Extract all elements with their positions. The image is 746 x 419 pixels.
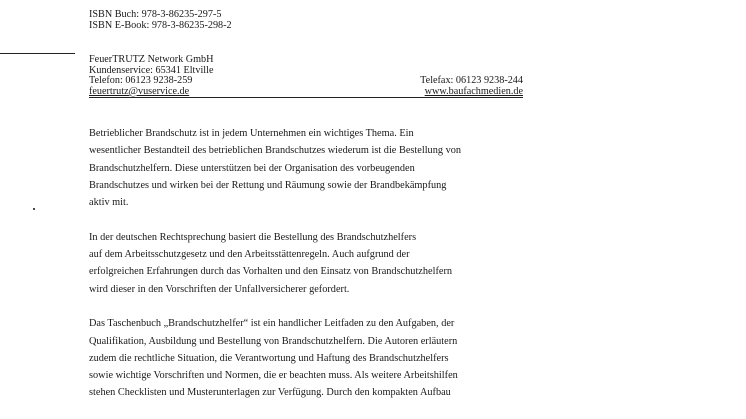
publisher-service: Kundenservice: 65341 Eltville [89,64,214,76]
text-line: In der deutschen Rechtsprechung basiert die Bestellung des Brandschutzhelfers [89,231,417,243]
text-line: Das Taschenbuch „Brandschutzhelfer“ ist ein handlicher Leitfaden zu den Aufgaben, der [89,318,455,330]
text-line: erfolgreichen Erfahrungen durch das Vorhalten und den Einsatz von Brandschutzhelfern [89,266,453,278]
margin-rule [0,53,75,54]
text-line: Betrieblicher Brandschutz ist in jedem Unternehmen ein wichtiges Thema. Ein [89,128,414,139]
text-line: Qualifikation, Ausbildung und Bestellung von Brandschutzhelfern. Die Autoren erläutern [89,335,458,347]
text-line: wesentlicher Bestandteil des betrieblichen Brandschutzes wiederum ist die Bestellung von [89,145,462,157]
text-line: stehen Checklisten und Musterunterlagen zur Verfügung. Durch den kompakten Aufbau [89,387,451,399]
text-line: Brandschutzhelfern. Diese unterstützen bei der Organisation des vorbeugenden [89,162,415,174]
publisher-fax: Telefax: 06123 9238-244 [420,75,523,87]
paragraph-2 [89,229,569,298]
isbn-book: ISBN Buch: 978-3-86235-297-5 [89,9,222,20]
text-line: zudem die rechtliche Situation, die Verantwortung und Haftung des Brandschutzhelfers [89,352,449,364]
publisher-block [89,55,523,98]
publisher-website-link[interactable]: www.baufachmedien.de [424,85,523,97]
text-line: auf dem Arbeitsschutzgesetz und den Arbeitsstättenregeln. Auch aufgrund der [89,249,410,261]
text-line: sowie wichtige Vorschriften und Normen, die er beachten muss. Als weitere Arbeitshilfen [89,370,458,382]
text-line: aktiv mit. [89,197,129,209]
paragraph-3 [89,315,569,401]
publisher-name: FeuerTRUTZ Network GmbH [89,54,214,65]
paragraph-1 [89,125,569,211]
text-line: Brandschutzes und wirken bei der Rettung und Räumung sowie der Brandbekämpfung [89,179,447,191]
margin-dot [33,208,35,210]
isbn-ebook: ISBN E-Book: 978-3-86235-298-2 [89,19,232,31]
contact-row-web [89,87,523,99]
isbn-block [89,10,232,31]
text-line: wird dieser in den Vorschriften der Unfallversicherer gefordert. [89,283,350,295]
publisher-phone: Telefon: 06123 9238-259 [89,75,193,87]
body-text [89,125,569,419]
publisher-email-link[interactable]: feuertrutz@vuservice.de [89,85,190,97]
